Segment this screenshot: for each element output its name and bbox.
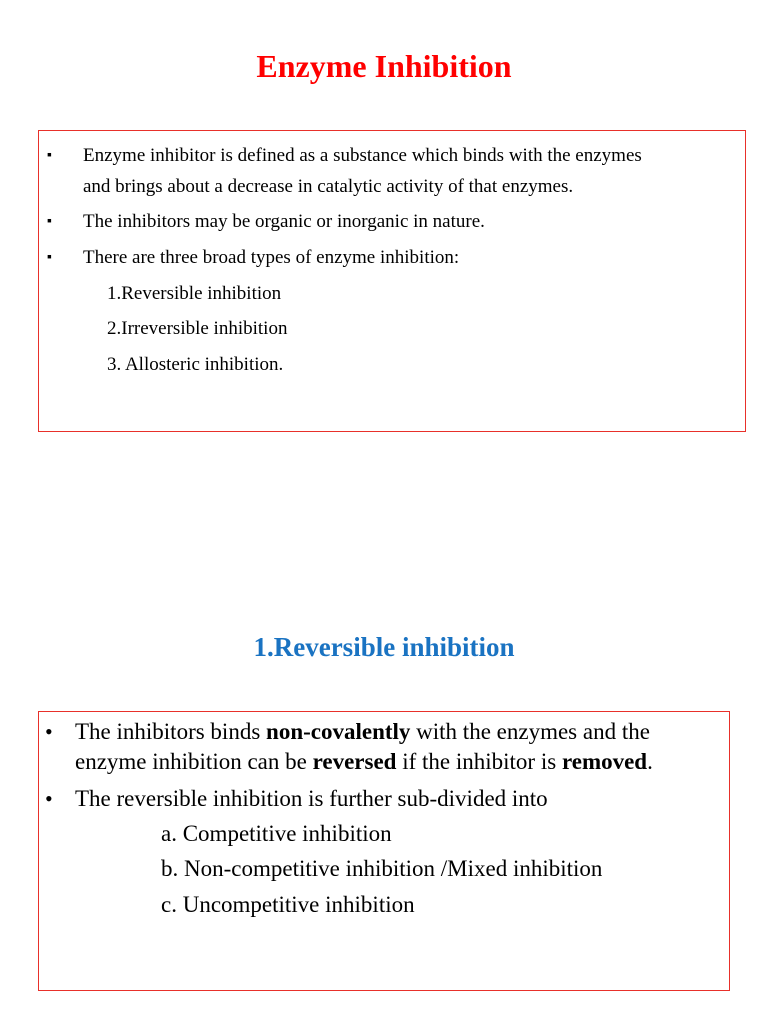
list-item: b. Non-competitive inhibition /Mixed inhibition <box>161 856 603 881</box>
bullet-text: There are three broad types of enzyme inhibition: <box>83 247 460 268</box>
content-box <box>38 130 746 432</box>
list-item: 2.Irreversible inhibition <box>107 318 288 339</box>
round-bullet-icon: • <box>45 786 53 811</box>
text-run: enzyme inhibition can be <box>75 749 313 774</box>
bullet-text: Enzyme inhibitor is defined as a substance which binds with the enzymes <box>83 145 642 166</box>
square-bullet-icon: ▪ <box>47 214 52 229</box>
text-run: The inhibitors binds <box>75 719 267 744</box>
bullet-text: The inhibitors may be organic or inorganic in nature. <box>83 211 485 232</box>
bullet-text: and brings about a decrease in catalytic activity of that enzymes. <box>83 176 574 197</box>
list-item: a. Competitive inhibition <box>161 821 392 846</box>
list-item: 1.Reversible inhibition <box>107 283 282 304</box>
square-bullet-icon: ▪ <box>47 148 52 163</box>
list-item: 3. Allosteric inhibition. <box>107 354 284 375</box>
section-title: 1.Reversible inhibition <box>253 632 515 662</box>
text-run: if the inhibitor is <box>396 749 562 774</box>
slide-title: Enzyme Inhibition <box>256 48 512 84</box>
paragraph-line <box>75 717 650 747</box>
round-bullet-icon: • <box>45 719 53 744</box>
text-run: with the enzymes and the <box>410 719 650 744</box>
paragraph-line <box>75 747 653 777</box>
paragraph-line: The reversible inhibition is further sub-divided into <box>75 786 548 811</box>
bold-term: removed <box>561 749 648 774</box>
bold-term: non-covalently <box>266 719 411 744</box>
list-item: c. Uncompetitive inhibition <box>161 892 415 917</box>
text-run: . <box>647 749 653 774</box>
bold-term: reversed <box>312 749 397 774</box>
content-box <box>38 711 730 991</box>
square-bullet-icon: ▪ <box>47 250 52 265</box>
